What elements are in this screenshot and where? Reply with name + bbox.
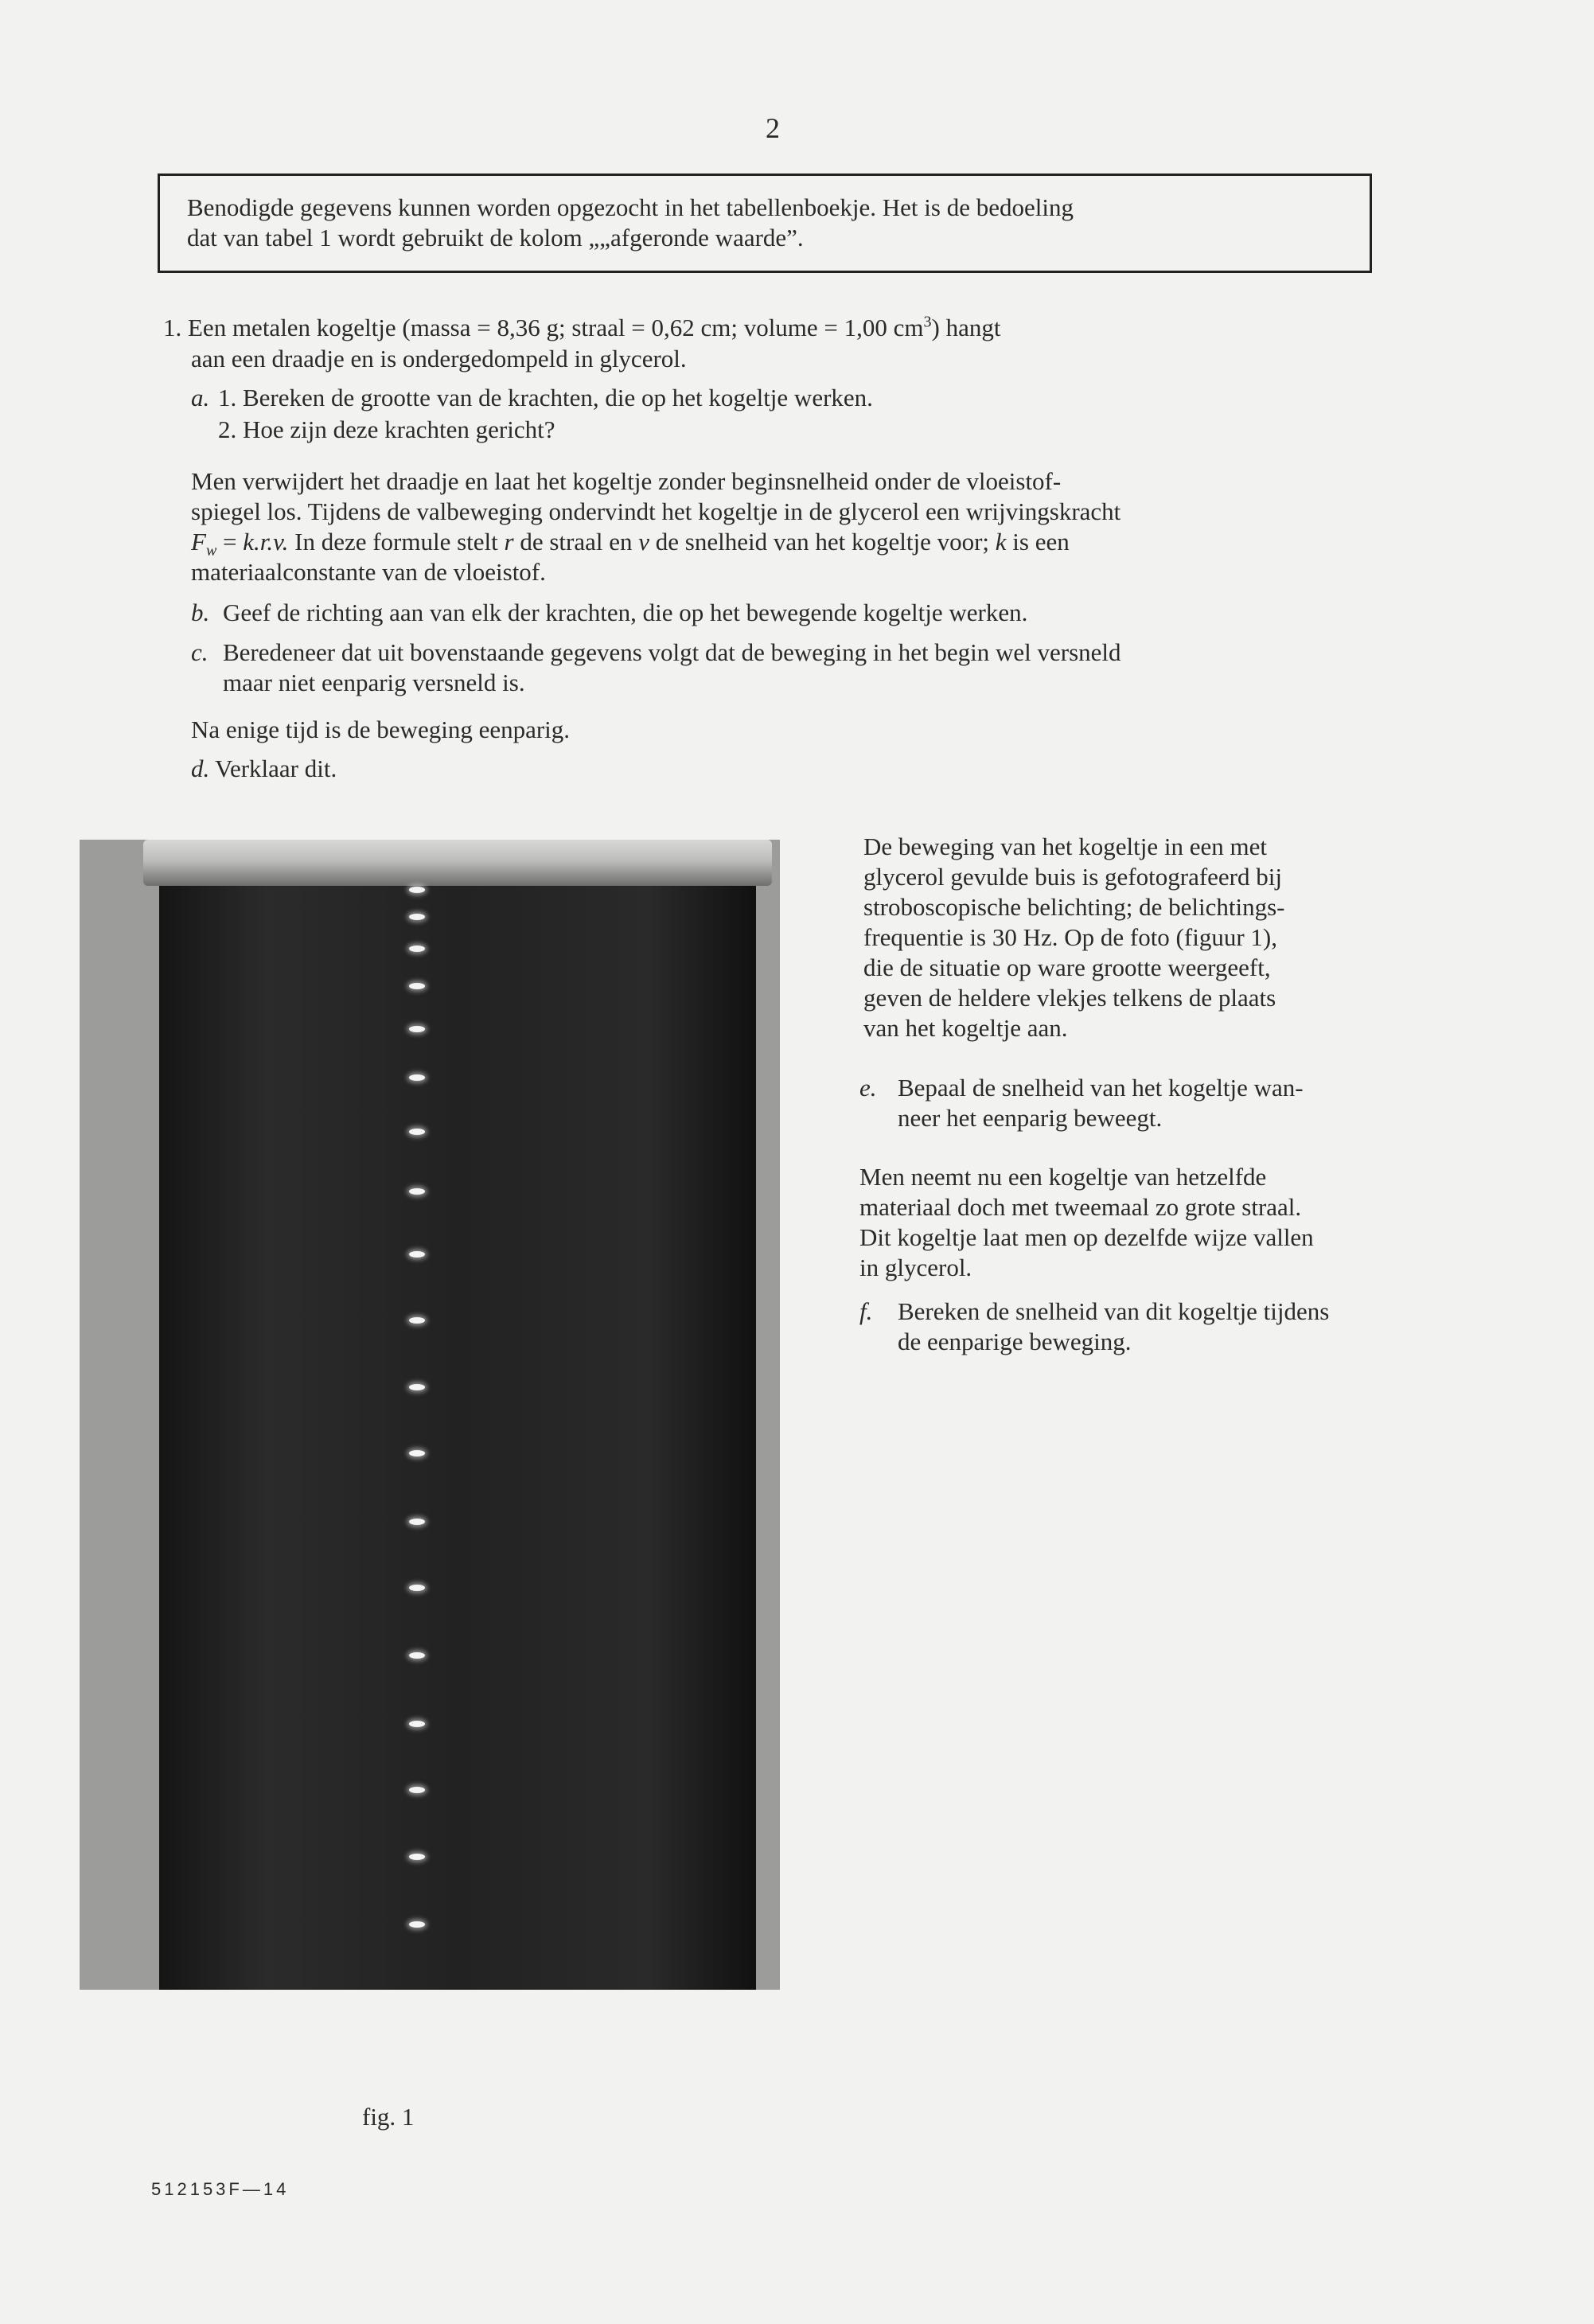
question-e-line-2: neer het eenparig beweegt. xyxy=(898,1104,1163,1132)
glycerol-tube xyxy=(159,860,756,1990)
paragraph-2: Na enige tijd is de beweging eenparig. xyxy=(191,716,571,743)
question-c-line-2: maar niet eenparig versneld is. xyxy=(223,669,525,696)
description-line-2: glycerol gevulde buis is gefotografeerd bij xyxy=(863,863,1282,891)
description-line-5: die de situatie op ware grootte weergeeft, xyxy=(863,953,1271,981)
paragraph-3-line-1: Men neemt nu een kogeltje van hetzelfde xyxy=(859,1163,1267,1191)
question-d-label: d. xyxy=(191,755,210,782)
stroboscopic-photo xyxy=(80,840,780,1990)
paragraph-3-line-3: Dit kogeltje laat men op dezelfde wijze vallen xyxy=(859,1223,1314,1251)
page-number: 2 xyxy=(766,112,780,144)
notice-box xyxy=(158,174,1372,273)
question-f-label: f. xyxy=(859,1297,873,1325)
paragraph-1-line-3: $F_w = k.r.v$. In deze formule stelt r de straal en v de snelheid van het kogeltje voor; k is een xyxy=(191,528,1070,560)
ball-spot xyxy=(409,1188,425,1195)
question-b-label: b. xyxy=(191,599,210,626)
ball-spot xyxy=(409,887,425,893)
question-c-label: c. xyxy=(191,638,209,666)
ball-spot xyxy=(409,1317,425,1324)
description-line-1: De beweging van het kogeltje in een met xyxy=(863,833,1268,860)
question-f-line-1: Bereken de snelheid van dit kogeltje tijdens xyxy=(898,1297,1330,1325)
tube-rim xyxy=(143,840,772,886)
footer-code: 512153F—14 xyxy=(151,2179,290,2199)
notice-line-2: dat van tabel 1 wordt gebruikt de kolom „„afgeronde waarde”. xyxy=(187,224,804,252)
ball-spot xyxy=(409,1721,425,1727)
ball-spot xyxy=(409,983,425,989)
question-1-intro-line-1: 1. Een metalen kogeltje (massa = 8,36 g; straal = 0,62 cm; volume = 1,00 $cm^3$) hangt xyxy=(163,313,1001,341)
paragraph-1-line-1: Men verwijdert het draadje en laat het kogeltje zonder beginsnelheid onder de vloeistof- xyxy=(191,467,1062,495)
question-a-label: a. xyxy=(191,384,210,411)
ball-spot xyxy=(409,1384,425,1390)
question-a1: 1. Bereken de grootte van de krachten, die op het kogeltje werken. xyxy=(218,384,873,411)
question-c-line-1: Beredeneer dat uit bovenstaande gegevens volgt dat de beweging in het begin wel versneld xyxy=(223,638,1121,666)
question-d-text: Verklaar dit. xyxy=(215,755,337,782)
ball-spot xyxy=(409,1519,425,1525)
paragraph-3-line-4: in glycerol. xyxy=(859,1254,972,1281)
paragraph-1-line-4: materiaalconstante van de vloeistof. xyxy=(191,558,546,586)
description-line-3: stroboscopische belichting; de belichtings- xyxy=(863,893,1285,921)
figure-caption: fig. 1 xyxy=(362,2103,415,2131)
paragraph-3-line-2: materiaal doch met tweemaal zo grote straal. xyxy=(859,1193,1302,1221)
description-line-6: geven de heldere vlekjes telkens de plaats xyxy=(863,984,1276,1012)
notice-line-1: Benodigde gegevens kunnen worden opgezocht in het tabellenboekje. Het is de bedoeling xyxy=(187,193,1074,221)
question-e-line-1: Bepaal de snelheid van het kogeltje wan- xyxy=(898,1074,1304,1102)
paragraph-1-line-2: spiegel los. Tijdens de valbeweging ondervindt het kogeltje in de glycerol een wrijvingskracht xyxy=(191,497,1121,525)
question-e-label: e. xyxy=(859,1074,877,1102)
question-b-text: Geef de richting aan van elk der krachten, die op het bewegende kogeltje werken. xyxy=(223,599,1028,626)
ball-spot xyxy=(409,946,425,952)
question-a2: 2. Hoe zijn deze krachten gericht? xyxy=(218,415,555,443)
description-line-7: van het kogeltje aan. xyxy=(863,1014,1068,1042)
description-line-4: frequentie is 30 Hz. Op de foto (figuur 1), xyxy=(863,923,1277,951)
question-f-line-2: de eenparige beweging. xyxy=(898,1328,1132,1355)
question-1-intro-line-2: aan een draadje en is ondergedompeld in glycerol. xyxy=(191,345,687,372)
